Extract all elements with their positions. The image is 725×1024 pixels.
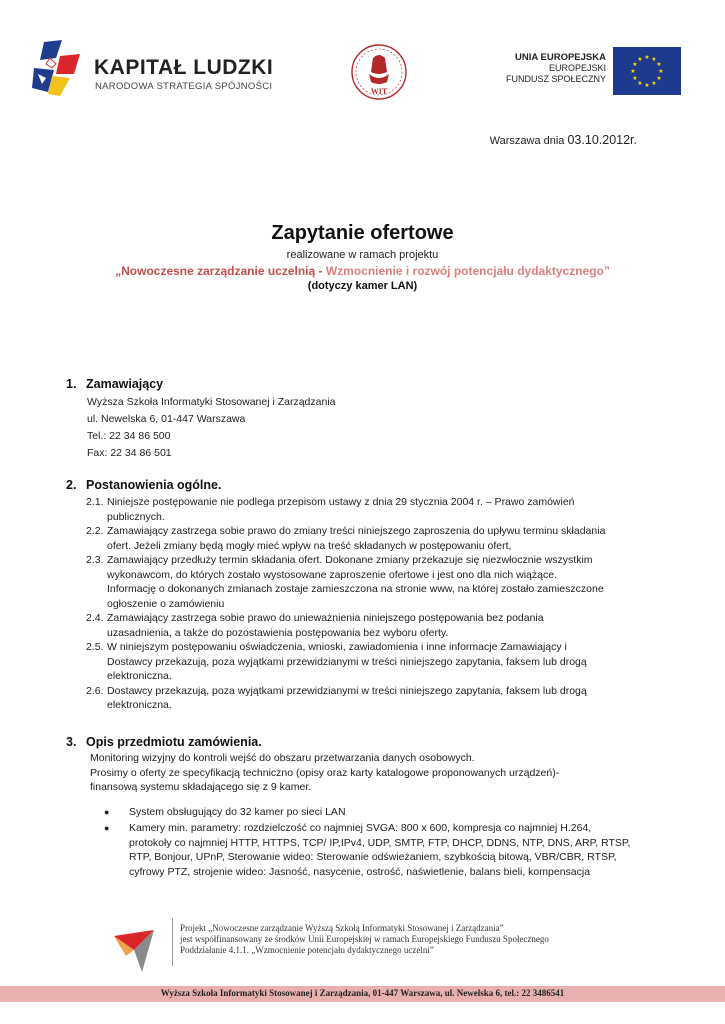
- requirements-list: [66, 805, 646, 880]
- item-line: ogłoszenie o zamówieniu: [107, 597, 225, 610]
- org-name: Wyższa Szkoła Informatyki Stosowanej i Zarządzania: [87, 396, 336, 408]
- project-name: [0, 264, 725, 278]
- item-number: 2.6.: [86, 684, 104, 697]
- section-contracting-party: [66, 377, 646, 462]
- title-block: [0, 222, 725, 292]
- eu-line-2: EUROPEJSKI: [548, 63, 606, 73]
- item-number: 2.2.: [86, 525, 104, 537]
- kapital-ludzki-subtitle: NARODOWA STRATEGIA SPÓJNOŚCI: [95, 81, 273, 92]
- svg-text:★: ★: [658, 68, 664, 75]
- page-header: [0, 30, 725, 110]
- list-item: [66, 495, 646, 524]
- footer-project-logo-icon: [112, 926, 156, 974]
- footer-divider: [172, 918, 173, 966]
- svg-text:★: ★: [630, 68, 636, 75]
- item-line: elektroniczna.: [107, 699, 172, 711]
- eu-line-3: FUNDUSZ SPOŁECZNY: [505, 74, 606, 84]
- item-line: W niniejszym postępowaniu oświadczenia, wnioski, zawiadomienia i inne informacje Zamawiający i: [107, 641, 567, 653]
- paragraph-line: Prosimy o oferty ze specyfikacją techniczno (opisy oraz karty katalogowe proponowanych urządzeń)-: [90, 766, 560, 779]
- svg-text:★: ★: [632, 75, 638, 82]
- eu-main-label: UNIA EUROPEJSKA: [515, 52, 606, 63]
- item-line: Dostawcy przekazują, poza wyjątkami przewidzianymi w treści niniejszego zapytania, faksem lub drogą: [107, 655, 587, 668]
- item-line: Zamawiający przedłuży termin składania ofert. Dokonane zmiany przekazuje się niezwłocznie wszystkim: [107, 554, 593, 566]
- section-order-description: [66, 735, 646, 881]
- item-line: protokoły co najmniej HTTP, HTTPS, TCP/ IP,IPv4, UDP, SMTP, FTP, DHCP, DDNS, NTP, DNS, ARP, RTSP,: [129, 836, 631, 849]
- footer-project-info: [180, 923, 549, 956]
- item-line: elektroniczna.: [107, 670, 172, 682]
- org-fax: Fax: 22 34 86 501: [87, 447, 172, 459]
- eu-text-block: [480, 52, 606, 85]
- list-item: [66, 553, 646, 611]
- provisions-list: [66, 495, 646, 713]
- item-line: uzasadnienia, a także do pozostawienia postępowania bez wyboru oferty.: [107, 626, 449, 639]
- document-scope: (dotyczy kamer LAN): [307, 280, 418, 292]
- bullet-icon: ●: [104, 823, 110, 833]
- item-number: 2.4.: [86, 612, 104, 624]
- item-line: Dostawcy przekazują, poza wyjątkami przewidzianymi w treści niniejszego zapytania, faksem lub drogą: [107, 684, 587, 697]
- item-line: Niniejsze postępowanie nie podlega przepisom ustawy z dnia 29 stycznia 2004 r. – Prawo zamówień: [107, 496, 575, 508]
- svg-text:★: ★: [632, 61, 638, 68]
- item-line: Zamawiający zastrzega sobie prawo do zmiany treści niniejszego zaproszenia do upływu terminu składania: [107, 525, 606, 537]
- item-line: ofert. Jeżeli zmiany będą mogły mieć wpływ na treść składanych w postępowaniu ofert,: [107, 539, 512, 552]
- paragraph-line: finansową systemu składającego się z 9 kamer.: [90, 781, 312, 793]
- contracting-party-details: [66, 394, 646, 462]
- svg-text:★: ★: [637, 80, 643, 87]
- item-line: System obsługujący do 32 kamer po sieci LAN: [129, 805, 346, 818]
- section-number: 1.: [66, 377, 77, 391]
- section-heading: [66, 377, 646, 391]
- item-line: wykonawcom, do których zostało wystosowane zaproszenie ofertowe i jest ono dla nich wiążące.: [107, 568, 557, 581]
- bullet-icon: ●: [104, 806, 110, 817]
- document-date: [490, 133, 637, 147]
- project-name-part2: Wzmocnienie i rozwój potencjału dydaktycznego”: [325, 264, 610, 278]
- svg-text:★: ★: [651, 80, 657, 87]
- section-title: Zamawiający: [86, 377, 164, 391]
- item-line: Kamery min. parametry: rozdzielczość co najmniej SVGA: 800 x 600, kompresja co najmniej H.264,: [129, 822, 592, 834]
- university-seal-logo: [349, 42, 409, 102]
- paragraph-line: Monitoring wizyjny do kontroli wejść do obszaru przetwarzania danych osobowych.: [90, 752, 475, 764]
- section-general-provisions: [66, 478, 646, 713]
- kapital-ludzki-title: KAPITAŁ LUDZKI: [94, 56, 274, 79]
- svg-text:★: ★: [651, 56, 657, 63]
- section-heading: [66, 478, 646, 492]
- item-number: 2.3.: [86, 554, 104, 566]
- item-number: 2.5.: [86, 641, 104, 653]
- footer-address: Wyższa Szkoła Informatyki Stosowanej i Zarządzania, 01-447 Warszawa, ul. Newelska 6, tel.: 22 3486541: [160, 988, 565, 998]
- order-description-text: [66, 751, 646, 795]
- section-number: 3.: [66, 735, 77, 749]
- date-value: 03.10.2012r.: [567, 133, 637, 147]
- svg-text:★: ★: [644, 54, 650, 61]
- svg-text:★: ★: [644, 82, 650, 89]
- item-line: publicznych.: [107, 510, 165, 523]
- svg-text:★: ★: [656, 75, 662, 82]
- org-phone: Tel.: 22 34 86 500: [87, 430, 171, 442]
- list-item: [66, 611, 646, 640]
- section-title: Postanowienia ogólne.: [86, 478, 222, 492]
- seal-lettering: WIT: [370, 87, 388, 96]
- kapital-ludzki-logo-icon: [30, 38, 82, 98]
- footer-project-line: Poddziałanie 4.1.1. „Wzmocnienie potencjału dydaktycznego uczelni”: [180, 945, 434, 955]
- document-subtitle: realizowane w ramach projektu: [286, 249, 439, 261]
- item-line: Zamawiający zastrzega sobie prawo do unieważnienia niniejszego postępowania bez podania: [107, 612, 544, 624]
- section-number: 2.: [66, 478, 77, 492]
- eu-flag-icon: [613, 47, 681, 95]
- list-item: [66, 524, 646, 553]
- footer-project-line: Projekt „Nowoczesne zarządzanie Wyższą Szkołą Informatyki Stosowanej i Zarządzania”: [180, 923, 504, 933]
- item-line: Informację o dokonanych zmianach zostaje zamieszczona na stronie www, na której zostało zamieszczone: [107, 583, 604, 595]
- svg-text:★: ★: [656, 61, 662, 68]
- section-heading: [66, 735, 646, 749]
- project-name-part1: „Nowoczesne zarządzanie uczelnią -: [115, 264, 326, 278]
- svg-text:★: ★: [637, 56, 643, 63]
- item-line: RTP, Bonjour, UPnP, Sterowanie wideo: Sterowanie odświeżaniem, szybkością bitową, VBR/CBR, RTSP,: [129, 851, 617, 863]
- item-line: cyfrowy PTZ, strojenie wideo: Jasność, nasycenie, ostrość, naświetlenie, balans bieli, kompensacja: [129, 865, 591, 878]
- list-item: [104, 805, 646, 820]
- date-label: Warszawa dnia: [489, 135, 568, 147]
- document-title: Zapytanie ofertowe: [271, 222, 454, 244]
- list-item: [66, 684, 646, 713]
- footer-project-line: jest współfinansowany ze środków Unii Europejskiej w ramach Europejskiego Funduszu Społecznego: [180, 934, 549, 944]
- list-item: [104, 821, 646, 879]
- org-address: ul. Newelska 6, 01-447 Warszawa: [87, 413, 246, 425]
- item-number: 2.1.: [86, 496, 104, 508]
- list-item: [66, 640, 646, 684]
- section-title: Opis przedmiotu zamówienia.: [86, 735, 262, 749]
